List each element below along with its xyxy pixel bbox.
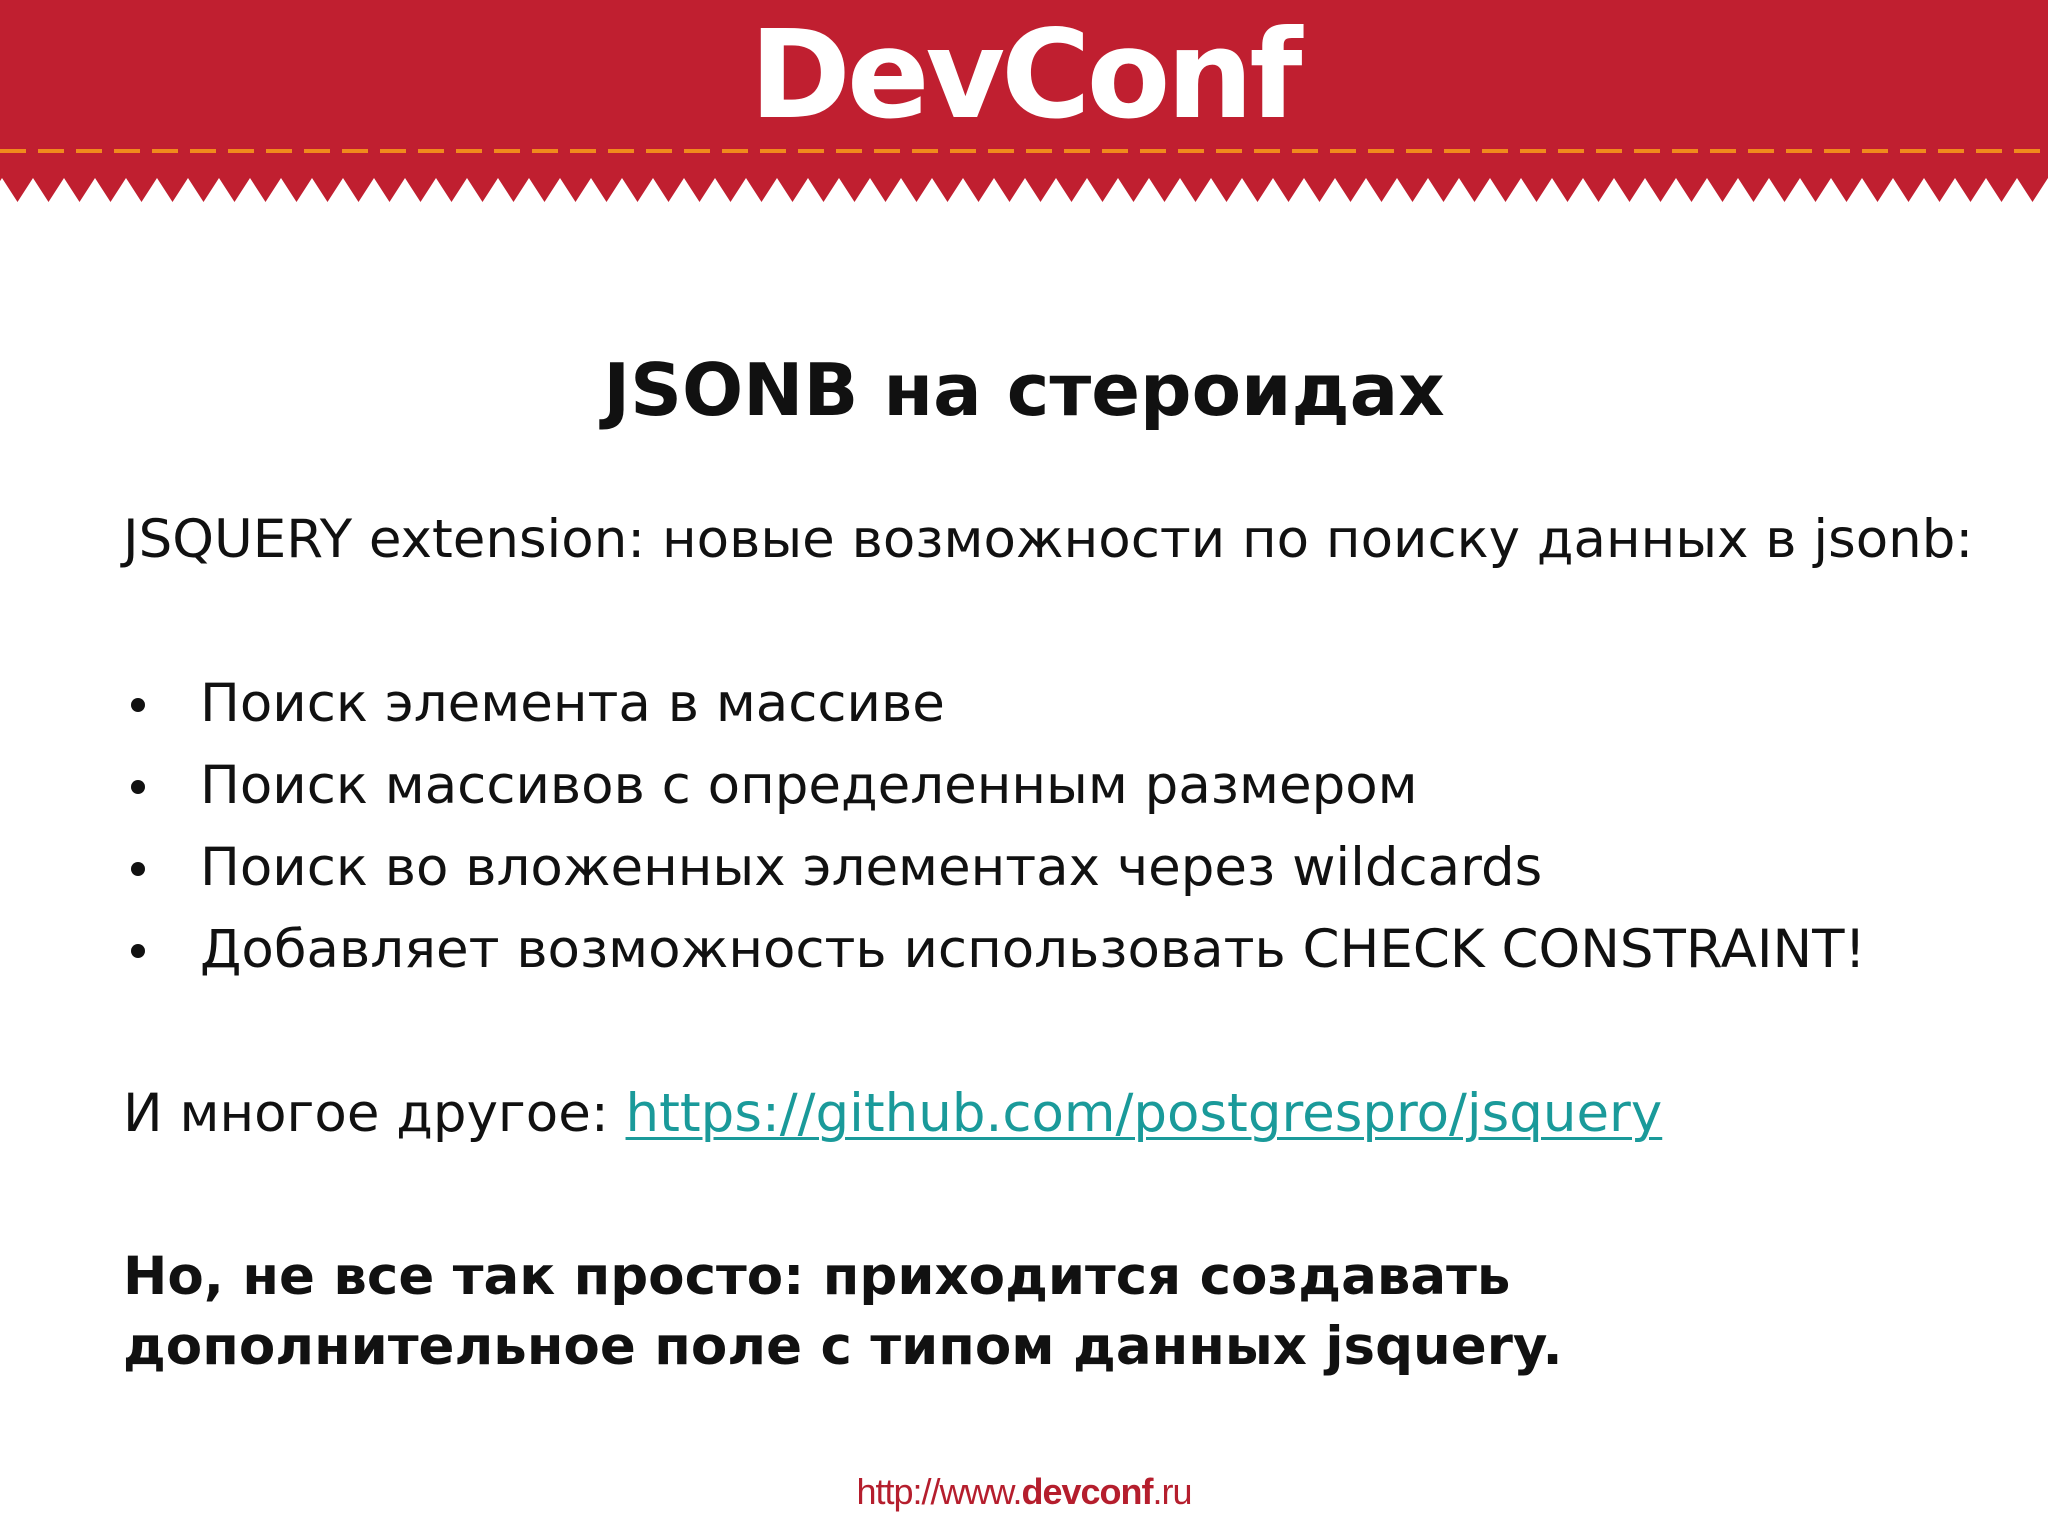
more-line (123, 1078, 1662, 1150)
bullet-list (123, 665, 1866, 993)
list-item (123, 665, 1866, 747)
bullet-dot-icon (131, 862, 145, 876)
devconf-logo: DevConf (749, 4, 1299, 146)
intro-text: JSQUERY extension: новые возможности по поиску данных в jsonb: (123, 509, 1974, 570)
jsquery-github-link[interactable]: https://github.com/postgrespro/jsquery (625, 1083, 1663, 1144)
footer-url-domain: devconf (1021, 1471, 1153, 1512)
bullet-dot-icon (131, 698, 145, 712)
bullet-dot-icon (131, 944, 145, 958)
bullet-dot-icon (131, 780, 145, 794)
note-text: Но, не все так просто: приходится создавать дополнительное поле с типом данных jsquery. (123, 1246, 1563, 1377)
list-item-text: Поиск во вложенных элементах через wildcards (200, 837, 1543, 898)
footer-url[interactable] (0, 1470, 2048, 1514)
list-item (123, 911, 1866, 993)
footer-url-prefix: http://www. (856, 1471, 1022, 1512)
list-item (123, 747, 1866, 829)
list-item-text: Поиск массивов с определенным размером (200, 755, 1418, 816)
footer-url-suffix: .ru (1152, 1471, 1192, 1512)
list-item-text: Добавляет возможность использовать CHECK CONSTRAINT! (200, 919, 1866, 980)
more-label: И многое другое: (123, 1083, 626, 1144)
list-item (123, 829, 1866, 911)
list-item-text: Поиск элемента в массиве (200, 673, 945, 734)
slide-title: JSONB на стероидах (603, 348, 1445, 432)
